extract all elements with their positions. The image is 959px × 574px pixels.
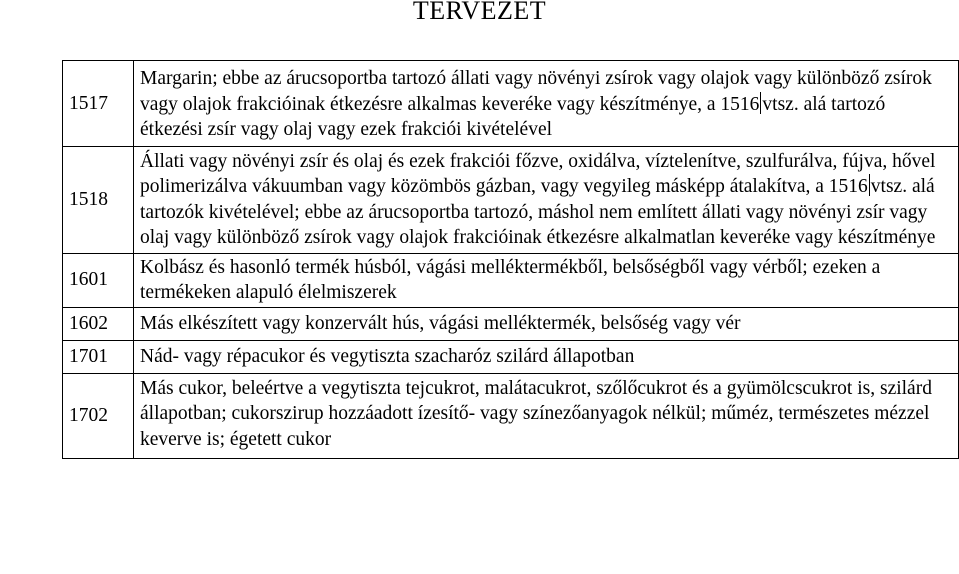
table-row xyxy=(63,61,959,147)
description-text: Margarin; ebbe az árucsoportba tartozó állati vagy növényi zsírok vagy olajok vagy különböző zsírok vagy olajok frakcióinak étkezésre alkalmas keveréke vagy készítménye, a 1516 xyxy=(140,68,932,115)
description-text: Állati vagy növényi zsír és olaj és ezek frakciói főzve, oxidálva, víztelenítve, szulfurálva, fújva, hővel polimerizálva vákuumban vagy közömbös gázban, vagy vegyileg másképp átalakítva, a 1516 xyxy=(140,150,936,197)
tariff-code: 1518 xyxy=(63,146,134,253)
description-text: vtsz. alá tartozó étkezési zsír vagy olaj vagy ezek frakciói kivételével xyxy=(140,93,886,140)
table-row xyxy=(63,146,959,253)
description-text: vtsz. alá tartozók kivételével; ebbe az árucsoportba tartozó, máshol nem említett állati vagy növényi zsír vagy olaj vagy különböző zsírok vagy olajok frakcióinak étkezésre alkalmatlan keveréke vagy készítménye xyxy=(140,176,936,248)
tariff-code: 1701 xyxy=(63,340,134,373)
tariff-description: Más cukor, beleértve a vegytiszta tejcukrot, malátacukrot, szőlőcukrot és a gyümölcscukrot is, szilárd állapotban; cukorszirup hozzáadott ízesítő- vagy színezőanyagok nélkül; műméz, természetes mézzel keverve is; égetett cukor xyxy=(134,373,959,459)
text-cursor-line xyxy=(869,174,870,196)
tariff-description: Kolbász és hasonló termék húsból, vágási melléktermékből, belsőségből vagy vérből; ezeken a termékeken alapuló élelmiszerek xyxy=(134,253,959,307)
table-row xyxy=(63,340,959,373)
tariff-table xyxy=(62,60,959,459)
table-row xyxy=(63,373,959,459)
tariff-description xyxy=(134,146,959,253)
tariff-code: 1601 xyxy=(63,253,134,307)
tariff-description xyxy=(134,61,959,147)
document-title: TERVEZET xyxy=(412,0,547,25)
tariff-code: 1602 xyxy=(63,307,134,340)
tariff-description: Nád- vagy répacukor és vegytiszta szacharóz szilárd állapotban xyxy=(134,340,959,373)
tariff-description: Más elkészített vagy konzervált hús, vágási melléktermék, belsőség vagy vér xyxy=(134,307,959,340)
table-row xyxy=(63,307,959,340)
tariff-code: 1702 xyxy=(63,373,134,459)
tariff-code: 1517 xyxy=(63,61,134,147)
table-row xyxy=(63,253,959,307)
